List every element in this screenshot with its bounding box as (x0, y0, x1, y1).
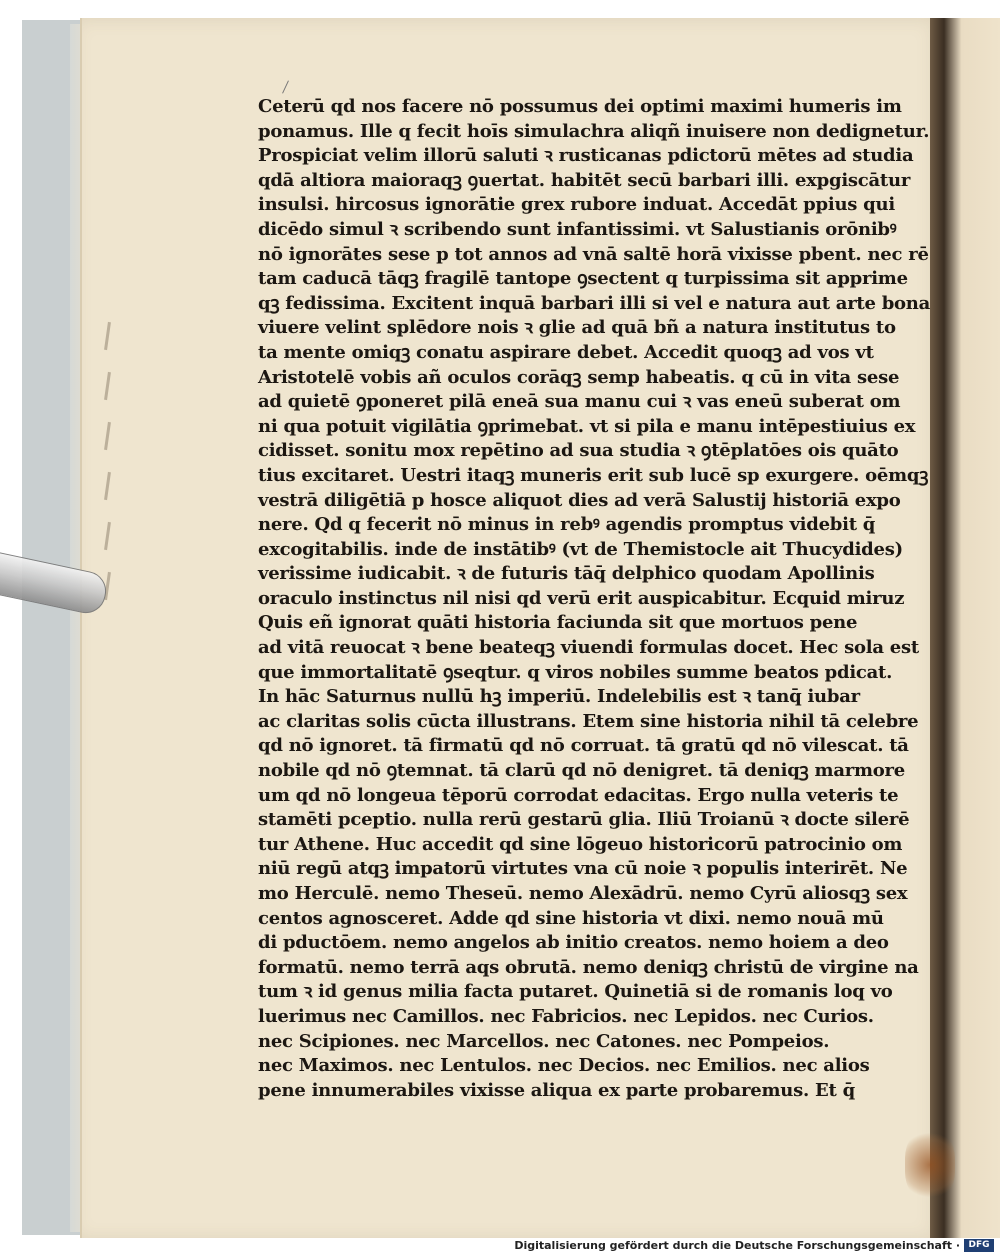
margin-mark (104, 472, 111, 500)
margin-mark (104, 372, 111, 400)
text-line: tam caducā tāqꝫ fragilē tantope ꝯsectent q turpissima sit apprime (258, 268, 908, 290)
text-line: Quis eñ ignorat quāti historia faciunda sit que mortuos pene (258, 612, 858, 634)
text-block (258, 95, 931, 1103)
text-line: di pductōem. nemo angelos ab initio creatos. nemo hoiem a deo (258, 932, 889, 954)
text-line: ad vitā reuocat ꝛ bene beateqꝫ viuendi formulas docet. Hec sola est (258, 637, 919, 659)
text-line: nere. Qd q fecerit nō minus in rebꝰ agendis promptus videbit q̄ (258, 514, 876, 536)
text-line: tius excitaret. Uestri itaqꝫ muneris erit sub lucē sp exurgere. oēmqꝫ (258, 464, 929, 486)
text-line: ac claritas solis cūcta illustrans. Etem sine historia nihil tā celebre (258, 710, 919, 732)
text-line: Prospiciat velim illorū saluti ꝛ rusticanas pdictorū mētes ad studia (258, 145, 914, 167)
text-line: vestrā diligētiā p hosce aliquot dies ad verā Salustij historiā expo (258, 489, 901, 511)
text-line: qd nō ignoret. tā firmatū qd nō corruat. tā gratū qd nō vilescat. tā (258, 735, 909, 757)
text-line: nobile qd nō ꝯtemnat. tā clarū qd nō denigret. tā deniqꝫ marmore (258, 760, 905, 782)
text-line: formatū. nemo terrā aqs obrutā. nemo deniqꝫ christū de virgine na (258, 956, 919, 978)
foxing-stain (905, 1130, 955, 1200)
margin-mark (104, 422, 111, 450)
text-line: Aristotelē vobis añ oculos corāqꝫ semp habeatis. q cū in vita sese (258, 366, 900, 388)
margin-mark (104, 322, 111, 350)
text-line: excogitabilis. inde de instātibꝰ (vt de Themistocle ait Thucydides) (258, 538, 903, 560)
text-line: viuere velint splēdore nois ꝛ glie ad quā bñ a natura institutus to (258, 317, 896, 339)
text-line: ad quietē ꝯponeret pilā eneā sua manu cui ꝛ vas eneū suberat om (258, 391, 901, 413)
text-line: oraculo instinctus nil nisi qd verū erit auspicabitur. Ecquid miruz (258, 587, 905, 609)
text-line: centos agnosceret. Adde qd sine historia vt dixi. nemo nouā mū (258, 907, 884, 929)
margin-mark (104, 522, 111, 550)
text-line: ta mente omiqꝫ conatu aspirare debet. Accedit quoqꝫ ad vos vt (258, 341, 874, 363)
text-line: qꝫ fedissima. Excitent inquā barbari illi si vel e natura aut arte bona (258, 292, 931, 314)
margin-marks (86, 300, 126, 800)
text-line: nec Scipiones. nec Marcellos. nec Catones. nec Pompeios. (258, 1030, 830, 1052)
text-line: In hāc Saturnus nullū hꝫ imperiū. Indelebilis est ꝛ tanq̄ iubar (258, 686, 860, 708)
text-line: que immortalitatē ꝯseqtur. q viros nobiles summe beatos pdicat. (258, 661, 893, 683)
text-line: nō ignorātes sese p tot annos ad vnā saltē horā vixisse pbent. nec rē (258, 243, 929, 265)
text-line: qdā altiora maioraqꝫ ꝯuertat. habitēt secū barbari illi. expgiscātur (258, 169, 911, 191)
page-gutter (930, 18, 1000, 1240)
text-line: nec Maximos. nec Lentulos. nec Decios. nec Emilios. nec alios (258, 1055, 870, 1077)
funding-credit: Digitalisierung gefördert durch die Deutsche Forschungsgemeinschaft · (514, 1239, 960, 1252)
text-line: um qd nō longeua tēporū corrodat edacitas. Ergo nulla veteris te (258, 784, 899, 806)
text-line: pene innumerabiles vixisse aliqua ex parte probaremus. Et q̄ (258, 1079, 855, 1101)
text-line: Ceterū qd nos facere nō possumus dei optimi maximi humeris im (258, 96, 902, 117)
text-line: insulsi. hircosus ignorātie grex rubore induat. Accedāt ppius qui (258, 194, 895, 216)
text-line: cidisset. sonitu mox repētino ad sua studia ꝛ ꝯtēplatōes ois quāto (258, 440, 899, 462)
text-line: mo Herculē. nemo Theseū. nemo Alexādrū. nemo Cyrū aliosqꝫ sex (258, 883, 908, 904)
text-line: tur Athene. Huc accedit qd sine lōgeuo historicorū patrocinio om (258, 833, 903, 855)
text-line: luerimus nec Camillos. nec Fabricios. nec Lepidos. nec Curios. (258, 1005, 874, 1027)
text-line: tum ꝛ id genus milia facta putaret. Quinetiā si de romanis loq vo (258, 981, 893, 1003)
text-line: niū regū atqꝫ impatorū virtutes vna cū noie ꝛ populis interirēt. Ne (258, 858, 908, 880)
text-line: ponamus. Ille q fecit hoīs simulachra aliqñ inuisere non dedignetur. (258, 120, 930, 142)
text-line: dicēdo simul ꝛ scribendo sunt infantissimi. vt Salustianis orōnibꝰ (258, 218, 897, 240)
text-line: verissime iudicabit. ꝛ de futuris tāq̄ delphico quodam Apollinis (258, 563, 875, 585)
text-line: stamēti pceptio. nulla rerū gestarū glia. Iliū Troianū ꝛ docte silerē (258, 809, 910, 831)
text-line: ni qua potuit vigilātia ꝯprimebat. vt si pila e manu intēpestiuius ex (258, 415, 916, 437)
dfg-logo: DFG (964, 1239, 994, 1252)
